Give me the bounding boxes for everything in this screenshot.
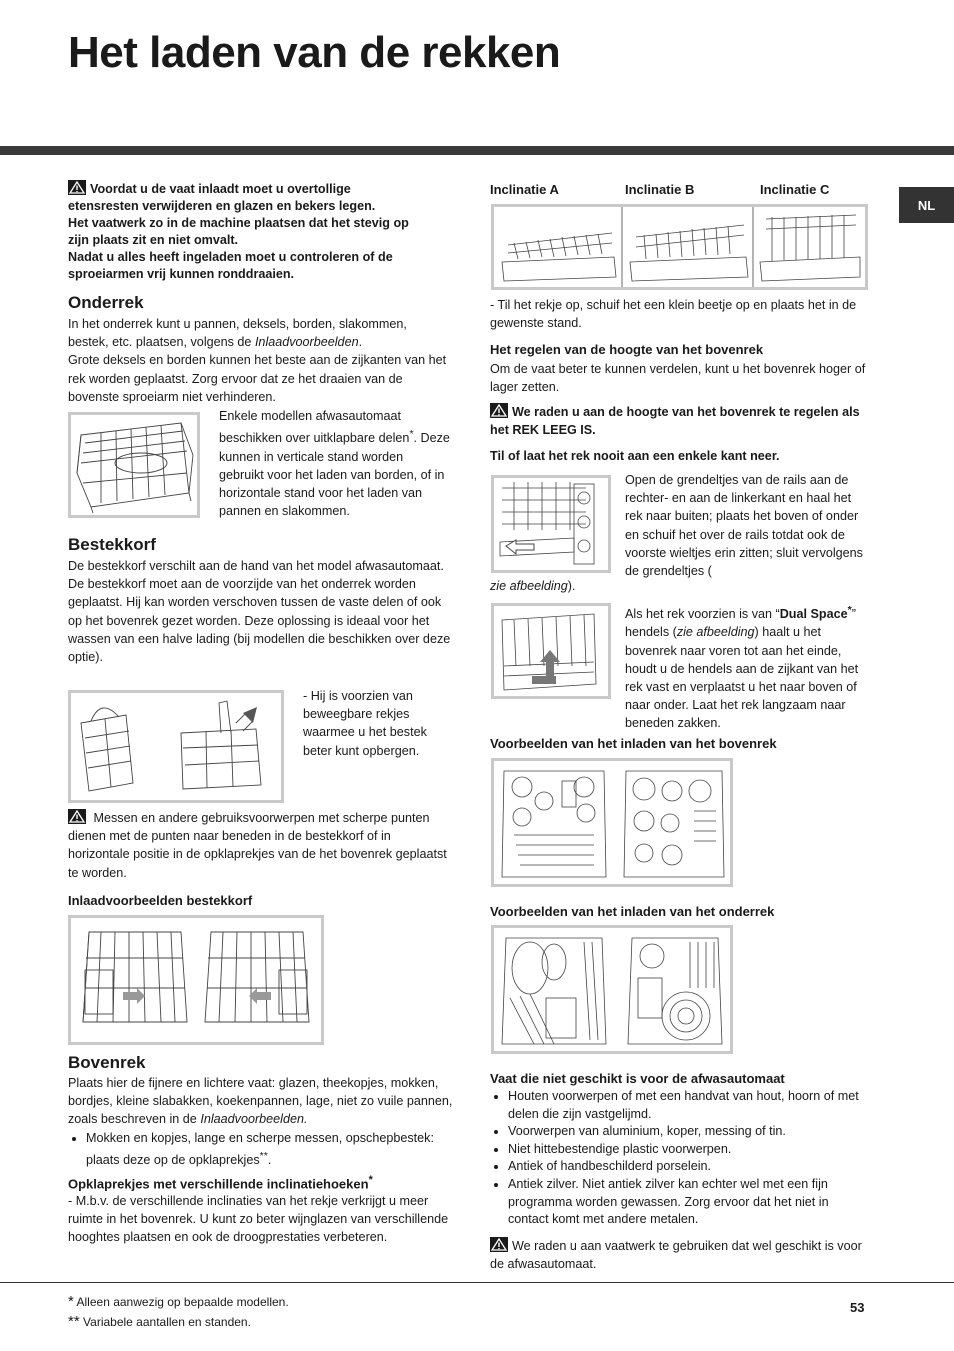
bestekkorf-text: De bestekkorf verschilt aan de hand van het model afwasautomaat. De bestekkorf moet aan de voorzijde van het onderrek worden geplaatst. Hij kan worden verschoven tussen de vaste delen of ook op het bovenrek gezet worden. Deze oplossing is ideaal voor het wassen van een halve lading (bij modellen die beschikken over deze optie). bbox=[68, 559, 451, 665]
dual-space-text: Als het rek voorzien is van “Dual Space*” hendels (zie afbeelding) haalt u het bovenrek naar voren tot aan het einde, houdt u de hendels aan de zijkant van het rek vast en verplaatst u het naar boven of naar onder. Laat het rek langzaam naar beneden zakken. bbox=[625, 604, 859, 731]
inclination-racks-text: - M.b.v. de verschillende inclinaties van het rekje verkrijgt u meer ruimte in het bovenrek. U kunt zo beter wijnglazen van verschillende hooghtes plaatsen en ook de droogprestaties verbeteren. bbox=[68, 1194, 449, 1245]
inclination-racks-heading: Opklaprekjes met verschillende inclinatiehoeken* bbox=[68, 1174, 373, 1192]
onderrek-heading: Onderrek bbox=[68, 293, 144, 312]
unsuitable-list bbox=[490, 1088, 870, 1229]
warning-icon bbox=[490, 1237, 508, 1252]
height-text: Om de vaat beter te kunnen verdelen, kunt u het bovenrek hoger of lager zetten. bbox=[490, 362, 866, 395]
bestekkorf-heading: Bestekkorf bbox=[68, 535, 156, 554]
height-heading: Het regelen van de hoogte van het bovenrek bbox=[490, 342, 764, 357]
bestekkorf-side-text: - Hij is voorzien van beweegbare rekjes waarmee u het bestek beter kunt opbergen. bbox=[303, 689, 427, 758]
height-warning: We raden u aan de hoogte van het bovenrek te regelen als het REK LEEG IS. bbox=[490, 405, 860, 438]
basket-examples-figure bbox=[68, 915, 324, 1045]
inclination-c-label: Inclinatie C bbox=[760, 182, 830, 197]
rail-latch-text: Open de grendeltjes van de rails aan de rechter- en aan de linkerkant en haal het rek naar buiten; plaats het boven of onder en schuif het over de rails totdat ook de voorste wieltjes erin zitten; sluit vervolgens de grendeltjes ( bbox=[625, 473, 863, 579]
bovenrek-heading: Bovenrek bbox=[68, 1053, 146, 1072]
lower-rack-figure bbox=[68, 412, 200, 518]
language-tab: NL bbox=[899, 187, 954, 223]
onderrek-side-text: Enkele modellen afwasautomaat beschikken over uitklapbare delen*. Deze kunnen in verticale stand worden gebruikt voor het laden van borden, of in horizontale stand voor het laden van pannen en slakommen. bbox=[219, 409, 450, 519]
rail-latch-text-end: zie afbeelding). bbox=[490, 579, 576, 593]
footnote-2: ** Variabele aantallen en standen. bbox=[68, 1313, 251, 1330]
page-number: 53 bbox=[850, 1300, 865, 1315]
unsuitable-item: • Voorwerpen van aluminium, koper, messing of tin. bbox=[508, 1123, 870, 1141]
inclination-a-label: Inclinatie A bbox=[490, 182, 559, 197]
unsuitable-heading: Vaat die niet geschikt is voor de afwasautomaat bbox=[490, 1071, 785, 1086]
footer-divider bbox=[0, 1282, 954, 1283]
lower-examples-heading: Voorbeelden van het inladen van het onderrek bbox=[490, 904, 775, 919]
warning-icon bbox=[490, 403, 508, 418]
inclination-b-label: Inclinatie B bbox=[625, 182, 695, 197]
onderrek-text: In het onderrek kunt u pannen, deksels, borden, slakommen, bestek, etc. plaatsen, volgens de Inlaadvoorbeelden. Grote deksels en borden kunnen het beste aan de zijkanten van het rek worden geplaatst. Zorg ervoor dat ze het draaien van de bovenste sproeiarm niet verhinderen. bbox=[68, 317, 447, 404]
loading-warning: Voordat u de vaat inlaadt moet u overtollige etensresten verwijderen en glazen en bekers legen. Het vaatwerk zo in de machine plaatsen dat het stevig op zijn plaats zit en niet omvalt. Nadat u alles heeft ingeladen moet u controleren of de sproeiarmen vrij kunnen ronddraaien. bbox=[68, 182, 409, 281]
page-title: Het laden van de rekken bbox=[68, 28, 561, 77]
inclination-note: - Til het rekje op, schuif het een klein beetje op en plaats het in de gewenste stand. bbox=[490, 298, 857, 331]
sharp-items-warning: Messen en andere gebruiksvoorwerpen met scherpe punten dienen met de punten naar beneden in de bestekkorf of in horizontale positie in de opklaprekjes van de het bovenrek geplaatst te worden. bbox=[68, 811, 447, 880]
title-divider-bar bbox=[0, 146, 954, 155]
height-warning-2: Til of laat het rek nooit aan een enkele kant neer. bbox=[490, 449, 780, 463]
inclination-figure bbox=[491, 204, 868, 290]
suitable-warning: We raden u aan vaatwerk te gebruiken dat wel geschikt is voor de afwasautomaat. bbox=[490, 1239, 862, 1272]
bovenrek-text: Plaats hier de fijnere en lichtere vaat: glazen, theekopjes, mokken, bordjes, kleine slabakken, koekenpannen, lage, niet zo vuile pannen, zoals beschreven in de Inlaadvoorbeelden. • Mokken en kopjes, lange en scherpe messen, opschepbestek: plaats deze op de opklaprekjes**. bbox=[68, 1074, 453, 1169]
basket-examples-heading: Inlaadvoorbeelden bestekkorf bbox=[68, 893, 253, 908]
unsuitable-item: • Antiek zilver. Niet antiek zilver kan echter wel met een fijn programma worden gewassen. Zorg ervoor dat het niet in contact komt met andere metalen. bbox=[508, 1176, 870, 1229]
unsuitable-item: • Niet hittebestendige plastic voorwerpen. bbox=[508, 1141, 870, 1159]
footnotes bbox=[68, 1292, 468, 1332]
lower-rack-examples-figure bbox=[491, 925, 733, 1054]
warning-icon bbox=[68, 180, 86, 195]
upper-examples-heading: Voorbeelden van het inladen van het bovenrek bbox=[490, 736, 777, 751]
bovenrek-bullet: • Mokken en kopjes, lange en scherpe messen, opschepbestek: plaats deze op de opklaprekjes**. bbox=[86, 1129, 453, 1170]
unsuitable-item: • Houten voorwerpen of met een handvat van hout, hoorn of met delen die zijn vastgelijmd. bbox=[508, 1088, 870, 1123]
unsuitable-item: • Antiek of handbeschilderd porselein. bbox=[508, 1158, 870, 1176]
upper-rack-examples-figure bbox=[491, 758, 733, 887]
cutlery-basket-figure bbox=[68, 690, 284, 803]
footnote-1: * Alleen aanwezig op bepaalde modellen. bbox=[68, 1293, 289, 1310]
warning-icon bbox=[68, 809, 86, 824]
